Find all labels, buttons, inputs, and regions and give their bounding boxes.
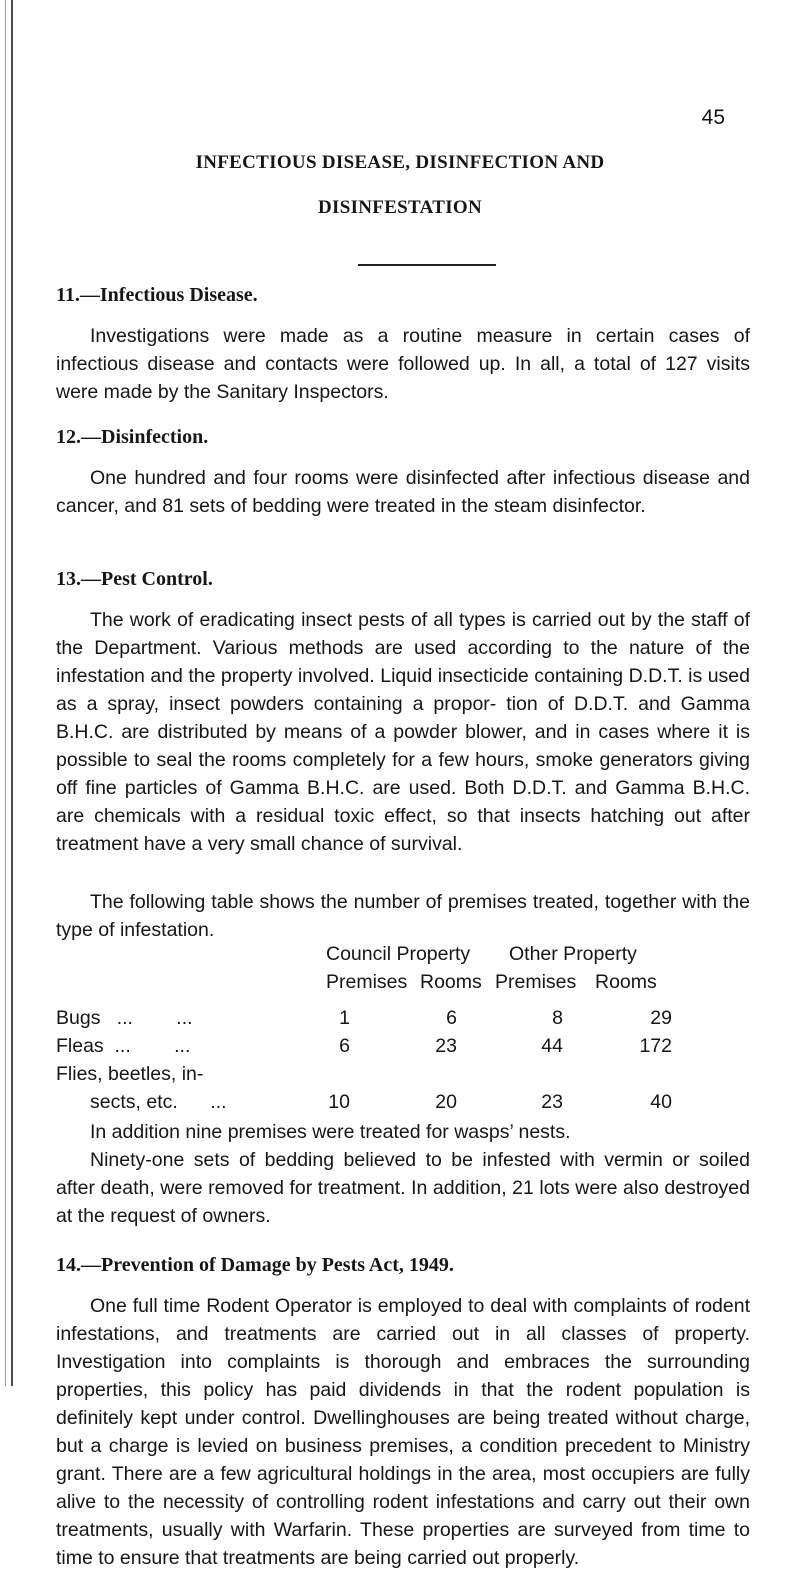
table-cell: 6 [446,1007,457,1029]
section-13-text-4: Ninety-one sets of bedding believed to be infested with vermin or soiled after death, were removed for treatment. In addition, 21 lots were also destroyed at the request of owners. [56,1149,750,1227]
section-12-heading: 12.—Disinfection. [56,426,209,448]
section-13-paragraph-1 [56,606,750,858]
table-header-council-rooms: Rooms [420,971,482,993]
table-header-other-rooms: Rooms [595,971,657,993]
section-14-text: One full time Rodent Operator is employed to deal with complaints of rodent infestations, and treatments are carried out in all classes of property. Investigation into complaints is thorough and embraces the surrounding properties, this policy has paid dividends in that the rodent population is definitely kept under control. Dwellinghouses are being treated without charge, but a charge is levied on business premises, a condition precedent to Ministry grant. There are a few agricultural holdings in the area, most occupiers are fully alive to the necessity of controlling rodent infestations and carry out their own treatments, usually with Warfarin. These properties are surveyed from time to time to ensure that treatments are being carried out properly. [56,1295,750,1569]
section-11-text: Investigations were made as a routine measure in certain cases of infectious disease and contacts were followed up. In all, a total of 127 visits were made by the Sanitary Inspectors. [56,325,750,403]
section-14-heading: 14.—Prevention of Damage by Pests Act, 1949. [56,1254,454,1276]
table-cell: 29 [650,1007,672,1029]
section-12-text: One hundred and four rooms were disinfected after infectious disease and cancer, and 81 sets of bedding were treated in the steam disinfector. [56,467,750,517]
table-cell: 44 [541,1035,563,1057]
page-title-line-1: INFECTIOUS DISEASE, DISINFECTION AND [195,152,605,173]
section-11-heading: 11.—Infectious Disease. [56,284,258,306]
table-cell: 8 [552,1007,563,1029]
table-cell: 6 [339,1035,350,1057]
section-13-paragraph-2 [56,888,750,944]
table-group-other: Other Property [509,943,637,965]
table-cell: 23 [435,1035,457,1057]
section-13-text-1: The work of eradicating insect pests of all types is carried out by the staff of the Department. Various methods are used according to the nature of the infestation and the property involved. Liquid insecticide containing D.D.T. is used as a spray, insect powders containing a propor- tion of D.D.T. and Gamma B.H.C. are distributed by means of a powder blower, and in cases where it is possible to seal the rooms completely for a few hours, smoke generators giving off fine particles of Gamma B.H.C. are used. Both D.D.T. and Gamma B.H.C. are chemicals with a residual toxic effect, so that insects hatching out after treatment have a very small chance of survival. [56,609,750,855]
section-11-paragraph [56,322,750,406]
table-cell: 10 [328,1091,350,1113]
section-13-heading: 13.—Pest Control. [56,568,213,590]
table-row-label-flies-line-2: sects, etc. ... [90,1091,227,1113]
table-cell: 20 [435,1091,457,1113]
table-cell: 1 [339,1007,350,1029]
table-cell: 172 [639,1035,672,1057]
table-row-label-fleas: Fleas ... ... [56,1035,191,1057]
table-cell: 40 [650,1091,672,1113]
section-14-paragraph [56,1292,750,1569]
table-row-label-bugs: Bugs ... ... [56,1007,193,1029]
title-divider [358,264,496,266]
table-header-council-premises: Premises [326,971,408,993]
table-row-label-flies-line-1: Flies, beetles, in- [56,1063,204,1085]
section-13-text-2: The following table shows the number of premises treated, together with the type of infestation. [56,891,750,941]
section-13-paragraph-4 [56,1146,750,1230]
table-cell: 23 [541,1091,563,1113]
table-header-other-premises: Premises [495,971,577,993]
page-title-line-2: DISINFESTATION [318,197,482,218]
section-13-text-3: In addition nine premises were treated for wasps’ nests. [90,1121,571,1143]
section-13-paragraph-3 [56,1118,750,1146]
table-group-council: Council Property [326,943,471,965]
section-12-paragraph [56,464,750,520]
page-number: 45 [701,106,725,129]
